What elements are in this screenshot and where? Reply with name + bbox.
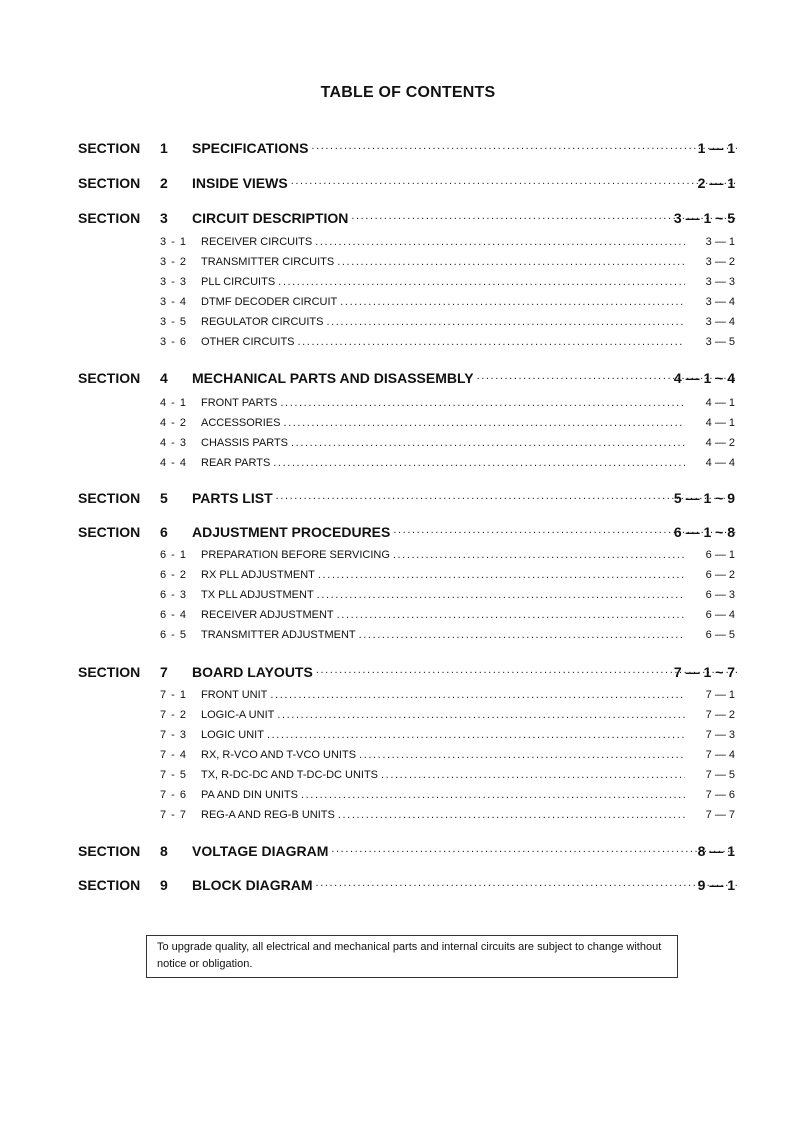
subsection-title-text: DTMF DECODER CIRCUIT xyxy=(201,296,338,308)
section-label: SECTION xyxy=(78,664,141,680)
toc-subsection-row[interactable] xyxy=(0,629,797,649)
subsection-title xyxy=(201,729,685,741)
leader-dots xyxy=(273,457,685,469)
subsection-number: 4 - 1 xyxy=(160,397,188,409)
section-title-text: CIRCUIT DESCRIPTION xyxy=(192,210,349,226)
subsection-title-text: TX PLL ADJUSTMENT xyxy=(201,589,314,601)
section-title xyxy=(192,524,737,540)
subsection-title-text: REAR PARTS xyxy=(201,457,271,469)
subsection-number: 6 - 4 xyxy=(160,609,188,621)
toc-subsection-row[interactable] xyxy=(0,336,797,356)
section-number: 9 xyxy=(160,877,168,893)
subsection-title-text: PA AND DIN UNITS xyxy=(201,789,298,801)
subsection-title xyxy=(201,276,685,288)
toc-subsection-row[interactable] xyxy=(0,729,797,749)
toc-subsection-row[interactable] xyxy=(0,437,797,457)
subsection-number: 4 - 2 xyxy=(160,417,188,429)
section-number: 4 xyxy=(160,370,168,386)
toc-subsection-row[interactable] xyxy=(0,569,797,589)
section-title-text: PARTS LIST xyxy=(192,490,273,506)
section-number: 2 xyxy=(160,175,168,191)
leader-dots xyxy=(315,236,685,248)
toc-subsection-row[interactable] xyxy=(0,549,797,569)
toc-section-row[interactable] xyxy=(0,370,797,390)
section-page: 1 — 1 xyxy=(697,140,735,156)
leader-dots xyxy=(359,749,685,761)
subsection-number: 7 - 5 xyxy=(160,769,188,781)
subsection-page: 3 — 5 xyxy=(705,336,735,348)
leader-dots xyxy=(283,417,685,429)
subsection-title xyxy=(201,709,685,721)
toc-subsection-row[interactable] xyxy=(0,809,797,829)
leader-dots xyxy=(393,549,685,561)
toc-section-row[interactable] xyxy=(0,140,797,160)
subsection-page: 7 — 5 xyxy=(705,769,735,781)
leader-dots xyxy=(298,336,686,348)
subsection-number: 7 - 6 xyxy=(160,789,188,801)
subsection-number: 3 - 3 xyxy=(160,276,188,288)
subsection-title xyxy=(201,549,685,561)
subsection-page: 7 — 7 xyxy=(705,809,735,821)
leader-dots xyxy=(270,689,685,701)
subsection-number: 3 - 6 xyxy=(160,336,188,348)
subsection-number: 3 - 5 xyxy=(160,316,188,328)
subsection-title xyxy=(201,236,685,248)
subsection-page: 7 — 4 xyxy=(705,749,735,761)
subsection-page: 4 — 1 xyxy=(705,417,735,429)
subsection-number: 7 - 3 xyxy=(160,729,188,741)
subsection-title-text: RX, R-VCO AND T-VCO UNITS xyxy=(201,749,357,761)
leader-dots xyxy=(267,729,685,741)
toc-subsection-row[interactable] xyxy=(0,789,797,809)
section-label: SECTION xyxy=(78,140,141,156)
subsection-page: 3 — 1 xyxy=(705,236,735,248)
leader-dots xyxy=(317,589,685,601)
section-title xyxy=(192,490,737,506)
subsection-title-text: TX, R-DC-DC AND T-DC-DC UNITS xyxy=(201,769,379,781)
section-label: SECTION xyxy=(78,843,141,859)
subsection-number: 6 - 1 xyxy=(160,549,188,561)
subsection-number: 7 - 1 xyxy=(160,689,188,701)
subsection-title xyxy=(201,629,685,641)
subsection-page: 7 — 2 xyxy=(705,709,735,721)
leader-dots xyxy=(277,709,685,721)
subsection-page: 7 — 3 xyxy=(705,729,735,741)
subsection-title-text: PLL CIRCUITS xyxy=(201,276,276,288)
leader-dots xyxy=(291,437,685,449)
section-number: 5 xyxy=(160,490,168,506)
section-title-text: ADJUSTMENT PROCEDURES xyxy=(192,524,391,540)
subsection-page: 6 — 4 xyxy=(705,609,735,621)
toc-subsection-row[interactable] xyxy=(0,236,797,256)
subsection-title-text: TRANSMITTER ADJUSTMENT xyxy=(201,629,356,641)
leader-dots xyxy=(340,296,685,308)
leader-dots xyxy=(338,809,685,821)
toc-section-row[interactable] xyxy=(0,175,797,195)
leader-dots xyxy=(278,276,685,288)
subsection-number: 3 - 4 xyxy=(160,296,188,308)
section-label: SECTION xyxy=(78,524,141,540)
subsection-page: 6 — 3 xyxy=(705,589,735,601)
subsection-title xyxy=(201,296,685,308)
section-label: SECTION xyxy=(78,370,141,386)
subsection-title xyxy=(201,437,685,449)
subsection-page: 7 — 1 xyxy=(705,689,735,701)
section-title-text: BLOCK DIAGRAM xyxy=(192,877,313,893)
subsection-title-text: OTHER CIRCUITS xyxy=(201,336,295,348)
subsection-title-text: TRANSMITTER CIRCUITS xyxy=(201,256,335,268)
subsection-title xyxy=(201,316,685,328)
subsection-page: 3 — 4 xyxy=(705,296,735,308)
subsection-title xyxy=(201,769,685,781)
toc-section-row[interactable] xyxy=(0,664,797,684)
section-number: 3 xyxy=(160,210,168,226)
toc-subsection-row[interactable] xyxy=(0,417,797,437)
section-page: 8 — 1 xyxy=(697,843,735,859)
notice-box: To upgrade quality, all electrical and mechanical parts and internal circuits are subject to change without notice or obligation. xyxy=(146,935,678,978)
section-label: SECTION xyxy=(78,490,141,506)
subsection-title-text: CHASSIS PARTS xyxy=(201,437,289,449)
toc-subsection-row[interactable] xyxy=(0,709,797,729)
subsection-page: 3 — 4 xyxy=(705,316,735,328)
subsection-number: 3 - 2 xyxy=(160,256,188,268)
toc-section-row[interactable] xyxy=(0,210,797,230)
leader-dots xyxy=(359,629,685,641)
toc-subsection-row[interactable] xyxy=(0,256,797,276)
section-number: 8 xyxy=(160,843,168,859)
section-label: SECTION xyxy=(78,877,141,893)
leader-dots xyxy=(276,490,737,506)
leader-dots xyxy=(326,316,685,328)
subsection-title xyxy=(201,609,685,621)
subsection-page: 3 — 3 xyxy=(705,276,735,288)
leader-dots xyxy=(291,175,737,191)
section-title-text: VOLTAGE DIAGRAM xyxy=(192,843,329,859)
subsection-title-text: ACCESSORIES xyxy=(201,417,281,429)
section-page: 4 — 1 ~ 4 xyxy=(673,370,735,386)
toc-subsection-row[interactable] xyxy=(0,609,797,629)
section-title-text: MECHANICAL PARTS AND DISASSEMBLY xyxy=(192,370,474,386)
section-title xyxy=(192,370,737,386)
subsection-title xyxy=(201,749,685,761)
subsection-page: 7 — 6 xyxy=(705,789,735,801)
subsection-title-text: RX PLL ADJUSTMENT xyxy=(201,569,315,581)
toc-subsection-row[interactable] xyxy=(0,316,797,336)
section-title xyxy=(192,877,737,893)
subsection-title-text: REGULATOR CIRCUITS xyxy=(201,316,324,328)
section-page: 7 — 1 ~ 7 xyxy=(673,664,735,680)
section-number: 7 xyxy=(160,664,168,680)
subsection-title-text: RECEIVER ADJUSTMENT xyxy=(201,609,334,621)
subsection-title xyxy=(201,689,685,701)
subsection-title xyxy=(201,256,685,268)
section-number: 6 xyxy=(160,524,168,540)
section-page: 9 — 1 xyxy=(697,877,735,893)
section-title xyxy=(192,664,737,680)
leader-dots xyxy=(301,789,685,801)
subsection-title xyxy=(201,589,685,601)
toc-subsection-row[interactable] xyxy=(0,689,797,709)
subsection-number: 4 - 3 xyxy=(160,437,188,449)
subsection-title-text: FRONT UNIT xyxy=(201,689,268,701)
leader-dots xyxy=(316,877,737,893)
section-page: 6 — 1 ~ 8 xyxy=(673,524,735,540)
subsection-page: 3 — 2 xyxy=(705,256,735,268)
leader-dots xyxy=(337,609,685,621)
toc-section-row[interactable] xyxy=(0,877,797,897)
toc-section-row[interactable] xyxy=(0,843,797,863)
section-title-text: BOARD LAYOUTS xyxy=(192,664,313,680)
subsection-title-text: PREPARATION BEFORE SERVICING xyxy=(201,549,390,561)
leader-dots xyxy=(331,843,737,859)
subsection-title xyxy=(201,397,685,409)
toc-subsection-row[interactable] xyxy=(0,397,797,417)
subsection-title-text: LOGIC-A UNIT xyxy=(201,709,275,721)
leader-dots xyxy=(318,569,685,581)
section-label: SECTION xyxy=(78,175,141,191)
subsection-page: 4 — 4 xyxy=(705,457,735,469)
subsection-number: 6 - 3 xyxy=(160,589,188,601)
section-title xyxy=(192,210,737,226)
toc-subsection-row[interactable] xyxy=(0,749,797,769)
section-title xyxy=(192,175,737,191)
leader-dots xyxy=(381,769,685,781)
subsection-page: 4 — 1 xyxy=(705,397,735,409)
subsection-title xyxy=(201,789,685,801)
subsection-page: 6 — 1 xyxy=(705,549,735,561)
section-page: 2 — 1 xyxy=(697,175,735,191)
subsection-title-text: FRONT PARTS xyxy=(201,397,278,409)
subsection-page: 4 — 2 xyxy=(705,437,735,449)
section-title xyxy=(192,843,737,859)
section-page: 3 — 1 ~ 5 xyxy=(673,210,735,226)
toc-subsection-row[interactable] xyxy=(0,769,797,789)
leader-dots xyxy=(311,140,737,156)
subsection-number: 6 - 5 xyxy=(160,629,188,641)
subsection-number: 3 - 1 xyxy=(160,236,188,248)
leader-dots xyxy=(337,256,685,268)
subsection-title-text: RECEIVER CIRCUITS xyxy=(201,236,313,248)
subsection-title xyxy=(201,417,685,429)
subsection-number: 7 - 7 xyxy=(160,809,188,821)
toc-subsection-row[interactable] xyxy=(0,457,797,477)
page-title: TABLE OF CONTENTS xyxy=(320,84,496,101)
toc-subsection-row[interactable] xyxy=(0,276,797,296)
section-label: SECTION xyxy=(78,210,141,226)
toc-subsection-row[interactable] xyxy=(0,589,797,609)
subsection-title xyxy=(201,336,685,348)
subsection-title xyxy=(201,809,685,821)
toc-subsection-row[interactable] xyxy=(0,296,797,316)
section-title-text: INSIDE VIEWS xyxy=(192,175,288,191)
subsection-title-text: LOGIC UNIT xyxy=(201,729,264,741)
leader-dots xyxy=(280,397,685,409)
subsection-number: 7 - 2 xyxy=(160,709,188,721)
section-number: 1 xyxy=(160,140,168,156)
toc-section-row[interactable] xyxy=(0,490,797,510)
subsection-title xyxy=(201,457,685,469)
subsection-number: 7 - 4 xyxy=(160,749,188,761)
subsection-number: 6 - 2 xyxy=(160,569,188,581)
subsection-title xyxy=(201,569,685,581)
subsection-number: 4 - 4 xyxy=(160,457,188,469)
subsection-page: 6 — 2 xyxy=(705,569,735,581)
section-title xyxy=(192,140,737,156)
subsection-title-text: REG-A AND REG-B UNITS xyxy=(201,809,335,821)
section-title-text: SPECIFICATIONS xyxy=(192,140,309,156)
section-page: 5 — 1 ~ 9 xyxy=(673,490,735,506)
toc-section-row[interactable] xyxy=(0,524,797,544)
subsection-page: 6 — 5 xyxy=(705,629,735,641)
